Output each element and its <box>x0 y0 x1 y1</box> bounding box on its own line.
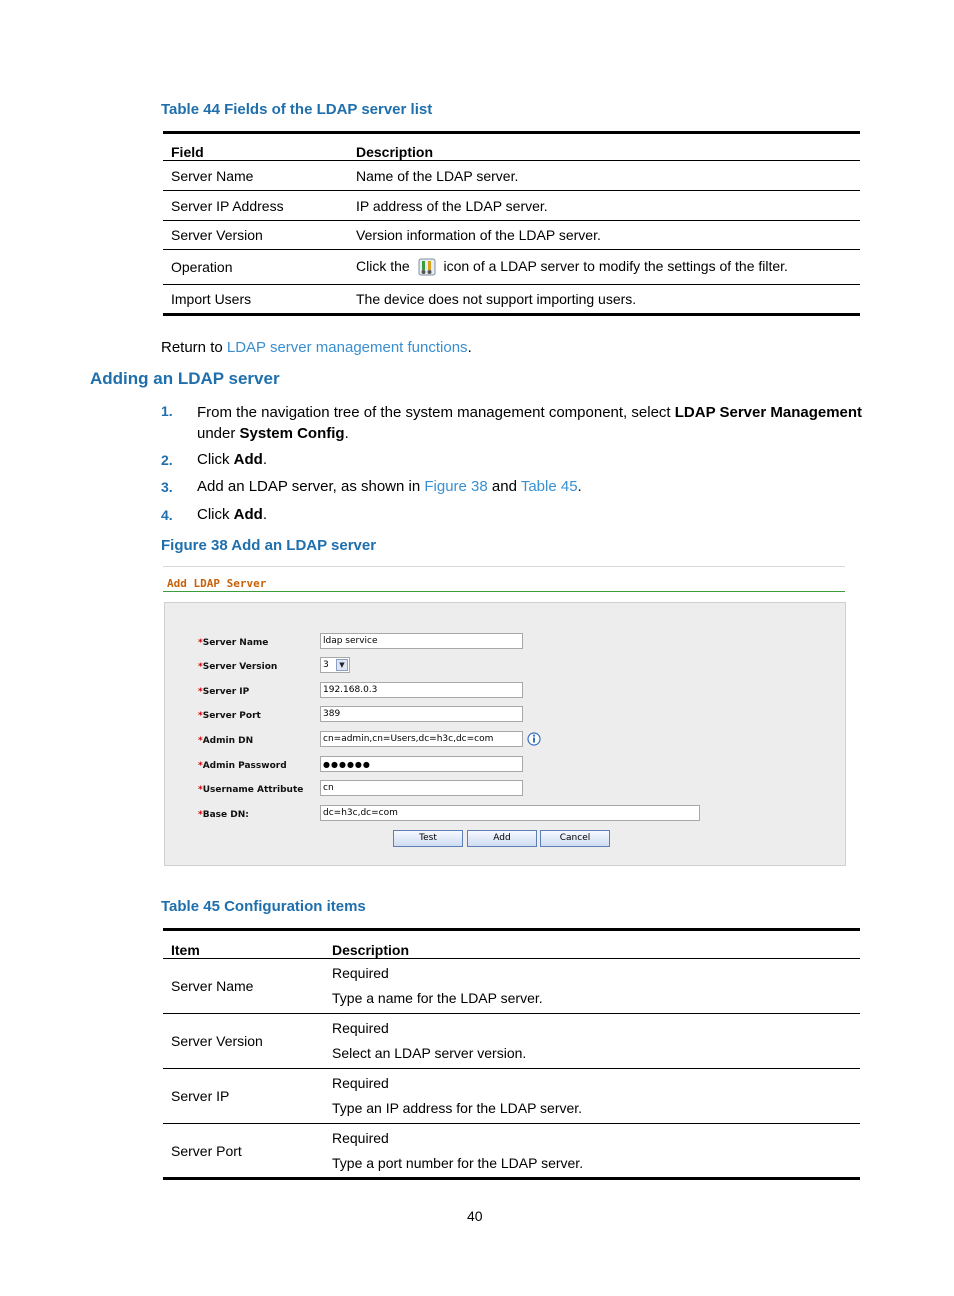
step-4-text <box>197 506 267 523</box>
server-port-input[interactable]: 389 <box>320 706 523 722</box>
operation-prefix: Click the <box>356 257 410 274</box>
table-cell: Server IP <box>163 1069 324 1124</box>
requirement-text: Required <box>332 1075 389 1091</box>
base-dn-input[interactable]: dc=h3c,dc=com <box>320 805 700 821</box>
table-44 <box>163 131 860 316</box>
table-45-caption: Table 45 Configuration items <box>161 898 366 915</box>
add-button[interactable]: Add <box>467 830 537 847</box>
table-cell: Server Version <box>163 221 348 250</box>
description-text: Type an IP address for the LDAP server. <box>332 1100 583 1116</box>
step-text: Click <box>197 451 234 468</box>
step-text: . <box>577 478 582 495</box>
table-cell: IP address of the LDAP server. <box>348 191 860 221</box>
modify-settings-icon <box>418 258 436 276</box>
table-cell: Server IP Address <box>163 191 348 221</box>
step-1-text <box>197 402 867 444</box>
requirement-text: Required <box>332 1129 389 1146</box>
step-number: 4. <box>161 507 173 523</box>
table-cell: Version information of the LDAP server. <box>348 221 860 250</box>
return-suffix: . <box>467 339 472 356</box>
server-version-select[interactable] <box>320 657 350 673</box>
step-text: . <box>262 451 268 468</box>
required-mark: * <box>198 736 203 746</box>
field-label <box>198 662 277 672</box>
admin-password-input[interactable]: ●●●●●● <box>320 756 523 772</box>
chevron-down-icon[interactable]: ▼ <box>336 659 348 671</box>
table-row <box>163 959 860 1014</box>
description-text: Type a port number for the LDAP server. <box>332 1154 584 1171</box>
description-text: Type a name for the LDAP server. <box>332 990 543 1006</box>
field-label-text: Admin DN <box>202 736 254 746</box>
step-number: 2. <box>161 452 173 468</box>
field-label <box>198 810 249 820</box>
required-mark: * <box>198 785 203 795</box>
table-cell <box>324 959 860 1014</box>
ldap-management-link[interactable]: LDAP server management functions <box>226 339 468 356</box>
table-header: Description <box>324 930 860 959</box>
step-text: . <box>344 425 349 442</box>
section-heading: Adding an LDAP server <box>90 369 280 388</box>
panel-title: Add LDAP Server <box>167 577 267 590</box>
table-row <box>163 221 860 250</box>
table-header: Description <box>348 133 860 161</box>
requirement-text: Required <box>332 1020 389 1036</box>
table-45 <box>163 928 860 1180</box>
table-row <box>163 1124 860 1179</box>
test-button[interactable]: Test <box>393 830 463 847</box>
table-row <box>163 1069 860 1124</box>
table-cell: Server Name <box>163 959 324 1014</box>
table-header: Field <box>163 133 348 161</box>
table-row <box>163 250 860 285</box>
table-cell <box>324 1069 860 1124</box>
table-cell: Server Version <box>163 1014 324 1069</box>
figure-38-link[interactable]: Figure 38 <box>424 478 488 495</box>
table-row <box>163 1014 860 1069</box>
description-text: Select an LDAP server version. <box>332 1045 527 1061</box>
menu-item-name: LDAP Server Management <box>674 404 863 421</box>
field-label <box>198 711 261 721</box>
field-label-text: Admin Password <box>202 761 287 771</box>
field-label <box>198 736 253 746</box>
table-cell <box>348 250 860 285</box>
table-cell <box>324 1124 860 1179</box>
table-row <box>163 285 860 315</box>
required-mark: * <box>198 662 203 672</box>
step-3-text <box>197 478 582 495</box>
cancel-button[interactable]: Cancel <box>540 830 610 847</box>
info-icon[interactable] <box>527 732 541 746</box>
field-label-text: Server IP <box>202 687 250 697</box>
server-name-input[interactable]: ldap service <box>320 633 523 649</box>
required-mark: * <box>198 687 203 697</box>
step-text: and <box>487 478 521 495</box>
panel-title-underline <box>163 591 845 592</box>
requirement-text: Required <box>332 965 389 981</box>
step-number: 1. <box>161 403 173 419</box>
username-attribute-input[interactable]: cn <box>320 780 523 796</box>
field-label-text: Server Port <box>202 711 261 721</box>
step-text: From the navigation tree of the system management component, select <box>197 404 675 421</box>
field-label <box>198 785 303 795</box>
step-text: Click <box>197 506 234 523</box>
field-label <box>198 687 249 697</box>
table-cell: Name of the LDAP server. <box>348 161 860 191</box>
step-text: . <box>262 506 268 523</box>
step-text: Add an LDAP server, as shown in <box>197 478 425 495</box>
table-header: Item <box>163 930 324 959</box>
table-row <box>163 161 860 191</box>
required-mark: * <box>198 761 203 771</box>
table-cell: Import Users <box>163 285 348 315</box>
server-version-value: 3 <box>323 660 329 670</box>
button-name: Add <box>233 451 263 468</box>
field-label-text: Server Name <box>202 638 269 648</box>
page-number: 40 <box>467 1208 483 1224</box>
table-cell: The device does not support importing users. <box>348 285 860 315</box>
return-prefix: Return to <box>161 339 227 356</box>
field-label <box>198 761 287 771</box>
figure-38-caption: Figure 38 Add an LDAP server <box>161 537 377 554</box>
operation-suffix: icon of a LDAP server to modify the settings of the filter. <box>443 257 788 274</box>
table-cell: Server Port <box>163 1124 324 1179</box>
server-ip-input[interactable]: 192.168.0.3 <box>320 682 523 698</box>
table-45-link[interactable]: Table 45 <box>520 478 578 495</box>
field-label-text: Server Version <box>202 662 278 672</box>
field-label <box>198 638 268 648</box>
table-44-caption: Table 44 Fields of the LDAP server list <box>161 101 433 118</box>
table-row <box>163 191 860 221</box>
table-cell: Server Name <box>163 161 348 191</box>
button-name: Add <box>233 506 263 523</box>
table-cell <box>324 1014 860 1069</box>
divider <box>163 566 845 567</box>
table-cell: Operation <box>163 250 348 285</box>
step-number: 3. <box>161 479 173 495</box>
required-mark: * <box>198 810 203 820</box>
field-label-text: Base DN: <box>202 810 249 820</box>
menu-item-name: System Config <box>239 425 345 442</box>
admin-dn-input[interactable]: cn=admin,cn=Users,dc=h3c,dc=com <box>320 731 523 747</box>
step-text: under <box>197 425 240 442</box>
required-mark: * <box>198 711 203 721</box>
field-label-text: Username Attribute <box>202 785 304 795</box>
step-2-text <box>197 451 267 468</box>
return-line <box>161 339 472 356</box>
required-mark: * <box>198 638 203 648</box>
